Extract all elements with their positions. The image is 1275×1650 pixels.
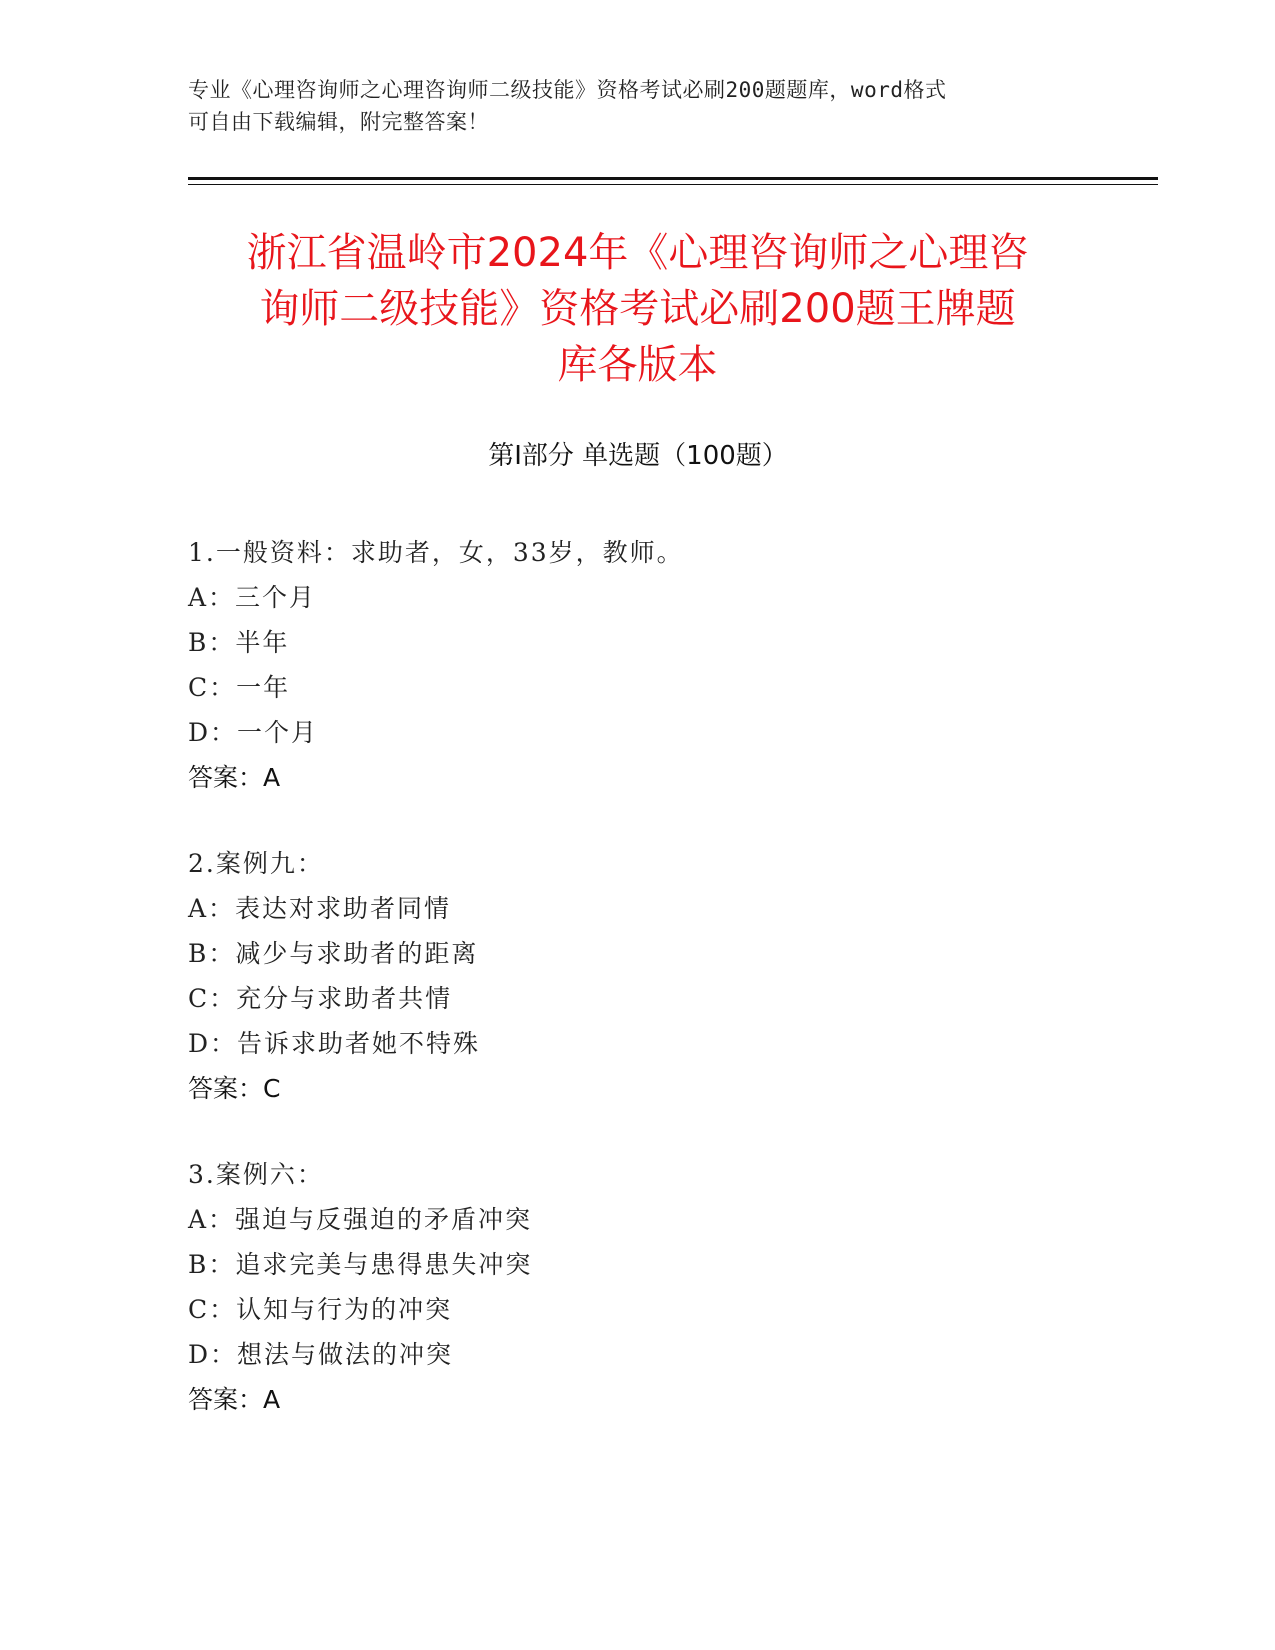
section-heading: 第Ⅰ部分 单选题（100题）	[488, 441, 788, 471]
question-item	[188, 841, 1088, 1111]
option-a: A：表达对求助者同情	[188, 894, 452, 923]
header-note	[188, 74, 1088, 138]
document-title	[180, 225, 1095, 393]
header-divider-thick	[188, 177, 1158, 180]
option-a: A：三个月	[188, 583, 317, 612]
option-c: C：一年	[188, 673, 291, 702]
header-note-line-1: 专业《心理咨询师之心理咨询师二级技能》资格考试必刷200题题库，word格式	[188, 78, 947, 102]
document-title-line-3: 库各版本	[557, 342, 718, 388]
document-title-line-1: 浙江省温岭市2024年《心理咨询师之心理咨	[246, 230, 1029, 276]
question-item	[188, 530, 1088, 800]
option-d: D：一个月	[188, 718, 319, 747]
header-note-line-2: 可自由下载编辑，附完整答案！	[188, 110, 489, 134]
option-b: B：追求完美与患得患失冲突	[188, 1250, 533, 1279]
answer-line: 答案：A	[188, 1385, 281, 1414]
question-list	[188, 530, 1088, 1463]
option-b: B：半年	[188, 628, 290, 657]
answer-line: 答案：A	[188, 763, 281, 792]
option-c: C：充分与求助者共情	[188, 984, 453, 1013]
question-stem: 2.案例九：	[188, 849, 324, 878]
document-title-line-2: 询师二级技能》资格考试必刷200题王牌题	[259, 286, 1016, 332]
answer-line: 答案：C	[188, 1074, 281, 1103]
option-d: D：告诉求助者她不特殊	[188, 1029, 481, 1058]
question-stem: 1.一般资料：求助者，女，33岁，教师。	[188, 538, 684, 567]
header-divider-thin	[188, 184, 1158, 185]
question-stem: 3.案例六：	[188, 1160, 324, 1189]
question-item	[188, 1152, 1088, 1422]
option-b: B：减少与求助者的距离	[188, 939, 479, 968]
option-c: C：认知与行为的冲突	[188, 1295, 453, 1324]
option-d: D：想法与做法的冲突	[188, 1340, 454, 1369]
option-a: A：强迫与反强迫的矛盾冲突	[188, 1205, 533, 1234]
